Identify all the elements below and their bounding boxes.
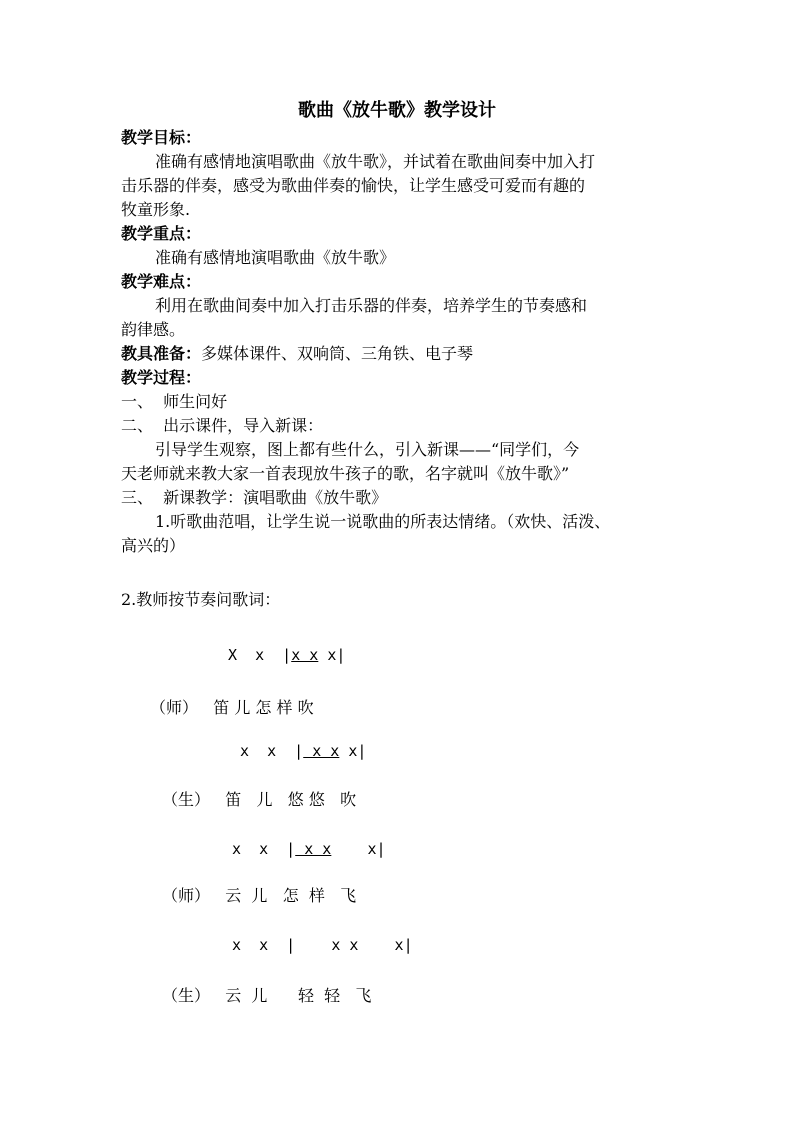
goal-text-line-1: 准确有感情地演唱歌曲《放牛歌》，并试着在歌曲间奏中加入打 xyxy=(155,152,596,171)
difficulty-text-line-2: 韵律感。 xyxy=(121,320,186,339)
lyric-line-4: （生） 云 儿 轻 轻 飞 xyxy=(162,986,372,1005)
step-3-text-line-2: 高兴的） xyxy=(121,536,186,555)
step-3-text-line-1: 1.听歌曲范唱，让学生说一说歌曲的所表达情绪。（欢快、活泼、 xyxy=(155,512,611,531)
step-4: 2.教师按节奏问歌词： xyxy=(121,590,281,609)
rhythm-line-2 xyxy=(240,740,366,762)
rhythm-line-1 xyxy=(228,644,345,666)
rhythm-beat-underlined: x x xyxy=(291,646,319,664)
step-3: 三、 新课教学：演唱歌曲《放牛歌》 xyxy=(121,488,388,507)
lyric-line-1: （师） 笛 儿 怎 样 吹 xyxy=(150,698,314,717)
lyric-line-3: （师） 云 儿 怎 样 飞 xyxy=(162,886,357,905)
rhythm-beat-underlined: x x xyxy=(303,742,340,760)
key-heading: 教学重点： xyxy=(121,224,202,243)
difficulty-heading: 教学难点： xyxy=(121,272,202,291)
rhythm-beat: X x | xyxy=(228,646,292,664)
rhythm-beat-underlined: x x xyxy=(295,840,332,858)
step-2-text-line-1: 引导学生观察，图上都有些什么，引入新课——“同学们，今 xyxy=(155,440,580,459)
rhythm-beat: x| xyxy=(331,840,386,858)
rhythm-beat: x x | xyxy=(232,840,296,858)
preparation-heading: 教具准备： xyxy=(121,344,202,363)
difficulty-text-line-1: 利用在歌曲间奏中加入打击乐器的伴奏，培养学生的节奏感和 xyxy=(155,296,588,315)
rhythm-beat: x| xyxy=(339,742,367,760)
goal-text-line-3: 牧童形象. xyxy=(121,200,191,219)
step-1: 一、 师生问好 xyxy=(121,392,228,411)
lyric-line-2: （生） 笛 儿 悠 悠 吹 xyxy=(162,790,357,809)
step-2: 二、 出示课件，导入新课： xyxy=(121,416,324,435)
process-heading: 教学过程： xyxy=(121,368,202,387)
rhythm-beat: x| xyxy=(318,646,346,664)
rhythm-beat: x x | xyxy=(240,742,304,760)
preparation-line xyxy=(121,342,473,366)
page-title: 歌曲《放牛歌》教学设计 xyxy=(298,100,496,121)
preparation-text: 多媒体课件、双响筒、三角铁、电子琴 xyxy=(201,344,474,363)
goal-text-line-2: 击乐器的伴奏，感受为歌曲伴奏的愉快，让学生感受可爱而有趣的 xyxy=(121,176,586,195)
key-text: 准确有感情地演唱歌曲《放牛歌》 xyxy=(155,248,396,267)
rhythm-line-4: x x | x x x| xyxy=(232,936,413,954)
step-2-text-line-2: 天老师就来教大家一首表现放牛孩子的歌，名字就叫《放牛歌》” xyxy=(121,464,570,483)
goal-heading: 教学目标： xyxy=(121,128,202,147)
rhythm-line-3 xyxy=(232,838,386,860)
